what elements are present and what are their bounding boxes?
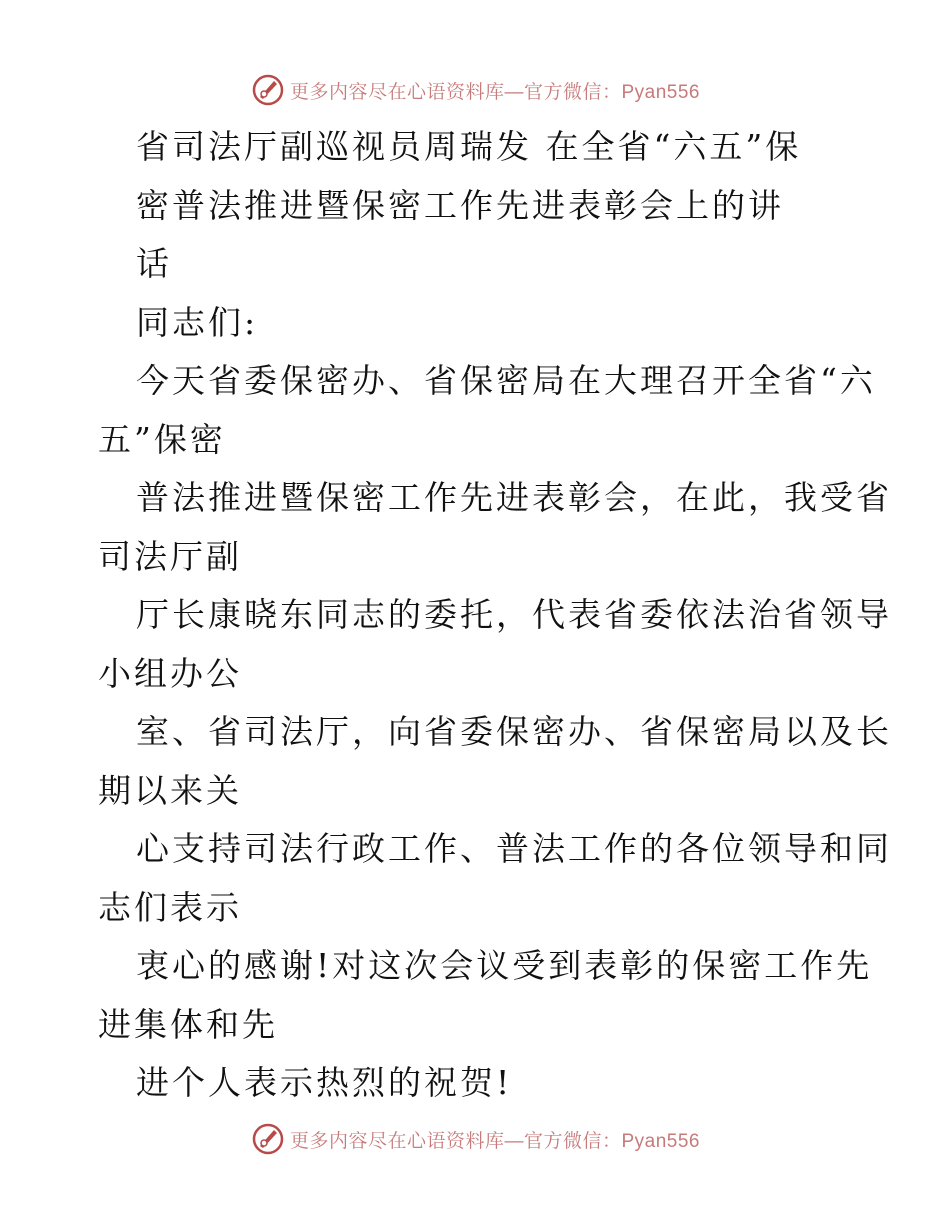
doc-line: 话 [136, 244, 172, 283]
stylized-pen-circle-icon [250, 72, 286, 108]
doc-line: 小组办公 [98, 653, 242, 693]
footer-banner-text: 更多内容尽在心语资料库—官方微信：Pyan556 [289, 1130, 700, 1152]
document-body [98, 118, 892, 1113]
header-banner-text: 更多内容尽在心语资料库—官方微信：Pyan556 [289, 81, 700, 103]
doc-line: 期以来关 [98, 770, 242, 810]
doc-line: 志们表示 [98, 887, 242, 927]
doc-line: 衷心的感谢!对这次会议受到表彰的保密工作先 [136, 946, 873, 985]
doc-line: 今天省委保密办、省保密局在大理召开全省“六 [136, 361, 876, 400]
doc-line: 进个人表示热烈的祝贺! [136, 1063, 513, 1102]
doc-line: 厅长康晓东同志的委托，代表省委依法治省领导 [136, 595, 892, 634]
header-banner [0, 70, 950, 110]
stylized-pen-circle-icon [250, 1121, 286, 1157]
doc-line: 司法厅副 [98, 536, 242, 576]
footer-banner [0, 1119, 950, 1159]
doc-line: 同志们: [136, 302, 259, 342]
doc-line: 心支持司法行政工作、普法工作的各位领导和同 [136, 829, 892, 868]
doc-line: 普法推进暨保密工作先进表彰会，在此，我受省 [136, 478, 892, 517]
doc-line: 五”保密 [98, 419, 226, 459]
doc-line: 密普法推进暨保密工作先进表彰会上的讲 [136, 185, 784, 225]
doc-line: 室、省司法厅，向省委保密办、省保密局以及长 [136, 712, 892, 751]
doc-line: 进集体和先 [98, 1004, 278, 1044]
doc-line: 省司法厅副巡视员周瑞发 在全省“六五”保 [136, 127, 802, 166]
